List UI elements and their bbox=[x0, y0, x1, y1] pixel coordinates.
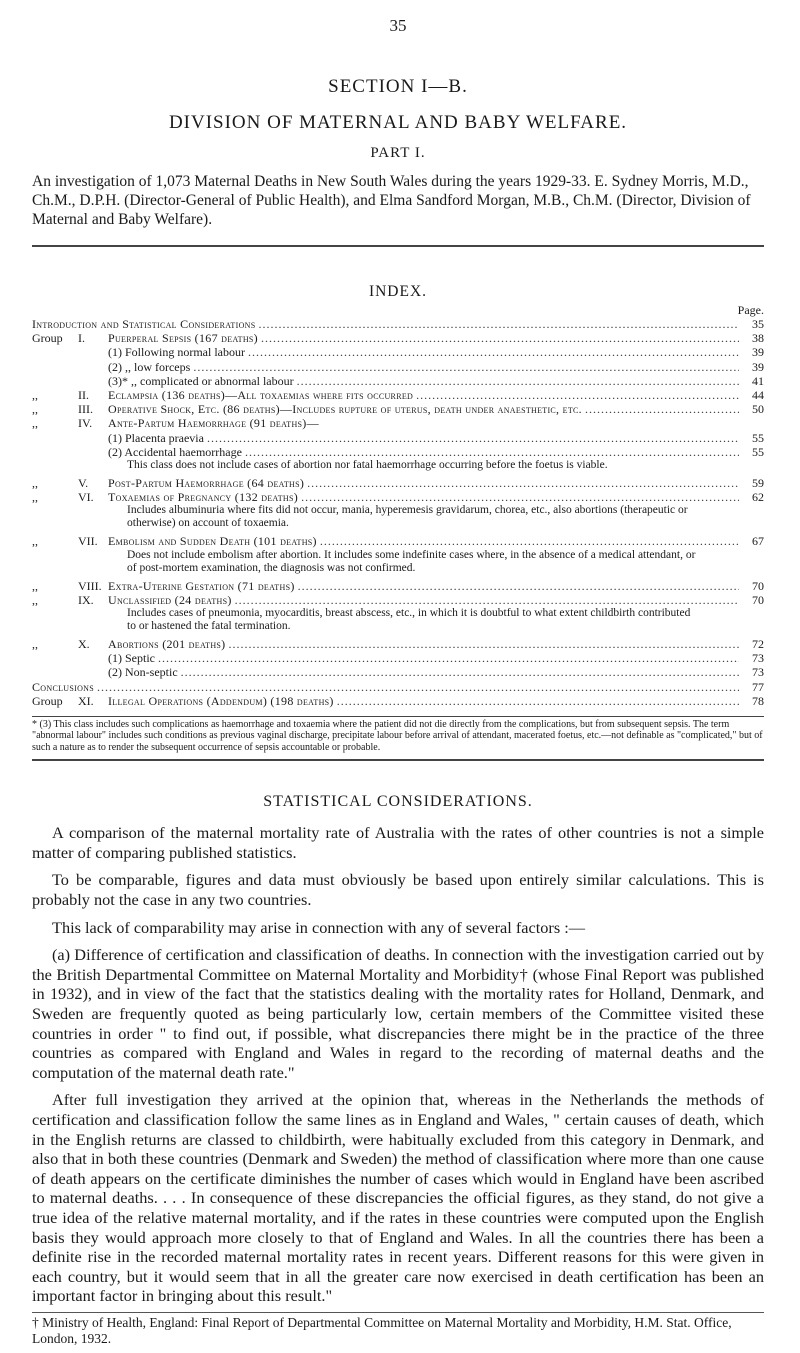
index-entry bbox=[32, 651, 764, 665]
index-entry-page: 50 bbox=[752, 402, 764, 417]
index-entry-numeral: V. bbox=[78, 476, 89, 491]
leader-dots bbox=[301, 490, 739, 504]
index-entry-numeral: IV. bbox=[78, 416, 93, 431]
index-entry-group: Group bbox=[32, 331, 63, 346]
leader-dots bbox=[416, 388, 739, 402]
index-note bbox=[32, 607, 764, 633]
index-entry-text: Post-Partum Haemorrhage (64 deaths) bbox=[108, 476, 305, 491]
statistical-body bbox=[32, 823, 764, 1306]
index-entry bbox=[32, 317, 764, 331]
index-entry bbox=[32, 388, 764, 402]
index-entry bbox=[32, 345, 764, 359]
leader-dots bbox=[158, 651, 739, 665]
leader-dots bbox=[193, 360, 739, 374]
index-entry-text: Illegal Operations (Addendum) (198 deaths) bbox=[108, 693, 334, 708]
index-note-text: Includes cases of pneumonia, myocarditis, breast abscess, etc., in which it is doubtful to what extent childbirth contributed to or hastened the fatal termination. bbox=[127, 607, 691, 633]
index-entry-text: (1) Following normal labour bbox=[108, 345, 245, 360]
paragraph: A comparison of the maternal mortality rate of Australia with the rates of other countries is not a simple matter of comparing published statistics. bbox=[32, 823, 764, 862]
index-entry-page: 55 bbox=[752, 444, 764, 459]
leader-dots bbox=[307, 476, 739, 490]
index-entry-numeral: X. bbox=[78, 637, 90, 652]
leader-dots bbox=[298, 579, 739, 593]
index-entry-page: 72 bbox=[752, 637, 764, 652]
division-heading: DIVISION OF MATERNAL AND BABY WELFARE. bbox=[168, 112, 628, 133]
index-entry-text: Eclampsia (136 deaths)—All toxaemias where fits occurred bbox=[108, 388, 414, 403]
footnote-divider bbox=[32, 716, 764, 717]
index-entry bbox=[32, 431, 764, 445]
index-entry-text: Operative Shock, Etc. (86 deaths)—Includes rupture of uterus, death under anaesthetic, etc. bbox=[108, 402, 582, 417]
leader-dots bbox=[97, 680, 739, 694]
index-entry-numeral: II. bbox=[78, 388, 89, 403]
index-entry-text: Abortions (201 deaths) bbox=[108, 637, 226, 652]
index-entry bbox=[32, 490, 764, 504]
index-entry-page: 73 bbox=[752, 665, 764, 680]
index-entry-text: (2) ,, low forceps bbox=[108, 359, 191, 374]
index-entry-text: (3)* ,, complicated or abnormal labour bbox=[108, 373, 294, 388]
index-entry bbox=[32, 360, 764, 374]
index-entry-page: 44 bbox=[752, 388, 764, 403]
paragraph: (a) Difference of certification and classification of deaths. In connection with the investigation carried out by the British Departmental Committee on Maternal Mortality and Morbidity† (whose Final Report was published in 1932), and in view of the fact that the statistics dealing with the mortality rates for Holland, Denmark, and Sweden are frequently quoted as being particularly low, certain members of the Committee visited these countries in order " to find out, if possible, what discrepancies there might be in the practice of the three countries as compared with England and Wales in regard to the recording of maternal deaths and the computation of the maternal death rate." bbox=[32, 945, 764, 1082]
section-heading: SECTION I—B. bbox=[328, 76, 468, 97]
index-entry bbox=[32, 476, 764, 490]
index-footnote: * (3) This class includes such complications as haemorrhage and toxaemia where the patient did not die directly from the complications, but from subsequent sepsis. The term "abnormal labour" includes such conditions as previous vaginal discharge, precipitate labour before arrival of attendant, macerated foetus, etc.—not definable as "complicated," but of such a nature as to render the subsequent occurrence of sepsis accountable or probable. bbox=[32, 719, 763, 753]
index-entry bbox=[32, 534, 764, 548]
index-entry-page: 78 bbox=[752, 693, 764, 708]
index-entry-text: Introduction and Statistical Considerations bbox=[32, 317, 256, 331]
index-entry-text: Puerperal Sepsis (167 deaths) bbox=[108, 331, 258, 346]
index-entry-text: (2) Accidental haemorrhage bbox=[108, 444, 242, 459]
index-entry-page: 73 bbox=[752, 651, 764, 666]
index-note bbox=[32, 549, 764, 575]
index-entry-text: Embolism and Sudden Death (101 deaths) bbox=[108, 534, 317, 549]
divider bbox=[32, 759, 764, 761]
index-entry-page: 77 bbox=[752, 679, 764, 694]
index-note-text: This class does not include cases of abortion nor fatal haemorrhage occurring before the foetus is viable. bbox=[127, 459, 608, 472]
page-number: 35 bbox=[389, 16, 407, 35]
leader-dots bbox=[320, 534, 739, 548]
index-entry-group: ,, bbox=[32, 476, 38, 491]
index-entry-text: (2) Non-septic bbox=[108, 665, 178, 680]
index-entry-text: Extra-Uterine Gestation (71 deaths) bbox=[108, 578, 295, 593]
index-entry-group: ,, bbox=[32, 592, 38, 607]
index-entry-text: Toxaemias of Pregnancy (132 deaths) bbox=[108, 490, 299, 505]
index-entry-page: 59 bbox=[752, 476, 764, 491]
index-entry bbox=[32, 445, 764, 459]
index-entry-page: 39 bbox=[752, 345, 764, 360]
dagger-footnote: † Ministry of Health, England: Final Report of Departmental Committee on Maternal Mortality and Morbidity, H.M. Stat. Office, London, 1932. bbox=[32, 1314, 732, 1346]
index-entry bbox=[32, 579, 764, 593]
index-entry-text: (1) Placenta praevia bbox=[108, 430, 204, 445]
index-entry-numeral: VII. bbox=[78, 534, 98, 549]
index-entry bbox=[32, 416, 764, 430]
index-entry bbox=[32, 593, 764, 607]
index-entry-numeral: VIII. bbox=[78, 578, 102, 593]
leader-dots bbox=[297, 374, 739, 388]
index-entry-page: 67 bbox=[752, 534, 764, 549]
index-entry-text: (1) Septic bbox=[108, 651, 155, 666]
index-entry-page: 41 bbox=[752, 373, 764, 388]
index-entry-numeral: III. bbox=[78, 402, 93, 417]
index-entry-numeral: I. bbox=[78, 331, 85, 346]
index-entry-group: ,, bbox=[32, 388, 38, 403]
index-entry bbox=[32, 331, 764, 345]
index-entry-page: 70 bbox=[752, 592, 764, 607]
index-note bbox=[32, 504, 764, 530]
index-entry-group: ,, bbox=[32, 402, 38, 417]
leader-dots bbox=[207, 431, 739, 445]
index-entry-page: 62 bbox=[752, 490, 764, 505]
leader-dots bbox=[245, 445, 739, 459]
leader-dots bbox=[261, 331, 739, 345]
index-entry-numeral: VI. bbox=[78, 490, 94, 505]
index-heading: INDEX. bbox=[368, 283, 428, 300]
leader-dots bbox=[585, 402, 739, 416]
index-entry-text: Ante-Partum Haemorrhage (91 deaths)— bbox=[108, 416, 319, 431]
leader-dots bbox=[235, 593, 739, 607]
index-entry-group: ,, bbox=[32, 416, 38, 431]
index-entry-page: 39 bbox=[752, 359, 764, 374]
leader-dots bbox=[337, 694, 739, 708]
index-entry bbox=[32, 402, 764, 416]
leader-dots bbox=[228, 637, 739, 651]
index-entry-group: ,, bbox=[32, 534, 38, 549]
index-entry-numeral: IX. bbox=[78, 592, 94, 607]
paragraph: After full investigation they arrived at the opinion that, whereas in the Netherlands the methods of certification and classification follow the same lines as in England and Wales, " certain causes of death, which in the English returns are classed to childbirth, were habitually excluded from this category in Denmark, and also that in both these countries (Denmark and Sweden) the method of classification where more than one cause of death appears on the certificate diminishes the number of cases which would in England have been ascribed to maternal deaths. . . . In consequence of these discrepancies the official figures, as they stand, do not give a true idea of the relative maternal mortality, and if the rates in these countries were computed upon the English basis they would approach more closely to that of England and Wales. In all the countries there has been a definite rise in the recorded maternal mortality rates in recent years. Different reasons for this were given in each country, but it would seem that in all the greater care now exercised in death certification has been an important factor in bringing about this result." bbox=[32, 1090, 764, 1306]
index-entry-page: 70 bbox=[752, 578, 764, 593]
paragraph: To be comparable, figures and data must obviously be based upon entirely similar calculations. This is probably not the case in any two countries. bbox=[32, 870, 764, 910]
statistical-heading: STATISTICAL CONSIDERATIONS. bbox=[263, 793, 533, 811]
footnote-divider bbox=[32, 1312, 764, 1313]
leader-dots bbox=[248, 345, 739, 359]
index-entry-numeral: XI. bbox=[78, 693, 94, 708]
index-entry bbox=[32, 694, 764, 708]
intro-paragraph: An investigation of 1,073 Maternal Deaths in New South Wales during the years 1929-33. E. Sydney Morris, M.D., Ch.M., D.P.H. (Director-General of Public Health), and Elma Sandford Morgan, M.B., Ch.M. (Director, Division of Maternal and Baby Welfare). bbox=[32, 173, 751, 228]
index-entry bbox=[32, 680, 764, 694]
index-list bbox=[32, 317, 764, 708]
index-entry-page: 38 bbox=[752, 331, 764, 346]
index-entry-group: ,, bbox=[32, 578, 38, 593]
index-entry-group: ,, bbox=[32, 490, 38, 505]
leader-dots bbox=[181, 665, 739, 679]
index-entry-page: 35 bbox=[752, 317, 764, 331]
index-entry bbox=[32, 665, 764, 679]
paragraph: This lack of comparability may arise in connection with any of several factors :— bbox=[52, 917, 586, 937]
index-entry bbox=[32, 374, 764, 388]
index-entry-text: Conclusions bbox=[32, 679, 94, 694]
page-column-label: Page. bbox=[737, 303, 764, 317]
divider bbox=[32, 245, 764, 247]
index-entry-group: ,, bbox=[32, 637, 38, 652]
index-entry-group: Group bbox=[32, 693, 63, 708]
index-entry-page: 55 bbox=[752, 430, 764, 445]
index-note-text: Includes albuminuria where fits did not occur, mania, hyperemesis gravidarum, chorea, etc., also abortions (therapeutic or otherwise) on account of toxaemia. bbox=[127, 504, 688, 530]
index-entry-text: Unclassified (24 deaths) bbox=[108, 592, 232, 607]
part-heading: PART I. bbox=[370, 145, 426, 161]
leader-dots bbox=[258, 317, 739, 331]
index-note bbox=[32, 459, 764, 472]
index-note-text: Does not include embolism after abortion. It includes some indefinite cases where, in the absence of a medical attendant, or of post-mortem examination, the diagnosis was not confirmed. bbox=[127, 548, 696, 574]
index-entry bbox=[32, 637, 764, 651]
